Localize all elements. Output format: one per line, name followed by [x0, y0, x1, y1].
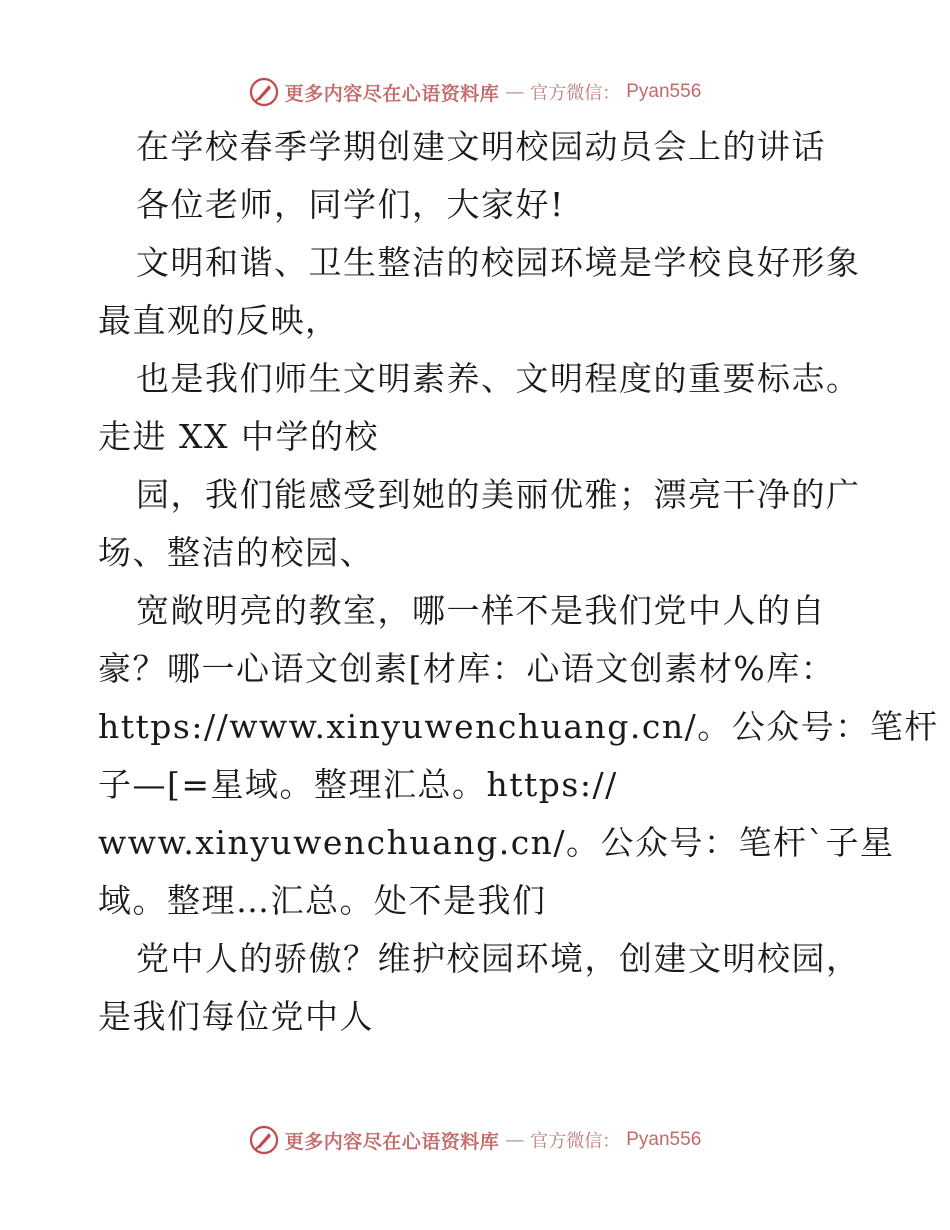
footer-banner	[0, 1120, 950, 1160]
text-line: 党中人的骄傲？维护校园环境，创建文明校园，	[136, 939, 861, 978]
banner-wechat-id: Pyan556	[626, 1129, 702, 1150]
banner-separator: —	[505, 81, 525, 103]
greeting-line: 各位老师，同学们，大家好!	[136, 185, 565, 224]
text-line: 是我们每位党中人	[98, 997, 374, 1036]
text-line: 宽敞明亮的教室，哪一样不是我们党中人的自	[136, 591, 826, 630]
banner-separator: —	[505, 1129, 525, 1151]
text-line: 文明和谐、卫生整洁的校园环境是学校良好形象	[136, 243, 861, 282]
banner-official-label: 官方微信：	[530, 1131, 621, 1152]
text-line: 场、整洁的校园、	[98, 533, 374, 572]
text-line: www.xinyuwenchuang.cn/。公众号：笔杆`子星	[98, 823, 895, 862]
text-line: 园，我们能感受到她的美丽优雅；漂亮干净的广	[136, 475, 861, 514]
text-line: 域。整理…汇总。处不是我们	[98, 881, 547, 920]
text-line: 子—[=星域。整理汇总。https://	[98, 765, 618, 804]
text-line: 最直观的反映，	[98, 301, 340, 340]
text-line: 走进 XX 中学的校	[98, 417, 379, 456]
document-body	[98, 118, 939, 1046]
header-banner	[0, 72, 950, 112]
text-line: 也是我们师生文明素养、文明程度的重要标志。	[136, 359, 861, 398]
text-line: 豪？哪一心语文创素[材库：心语文创素材%库：	[98, 649, 836, 688]
banner-site-text: 更多内容尽在心语资料库	[284, 82, 500, 105]
banner-official-label: 官方微信：	[530, 83, 621, 104]
quill-logo-icon	[249, 1125, 279, 1155]
text-line: https://www.xinyuwenchuang.cn/。公众号：笔杆	[98, 707, 939, 746]
banner-wechat-id: Pyan556	[626, 81, 702, 102]
banner-site-text: 更多内容尽在心语资料库	[284, 1130, 500, 1153]
document-title: 在学校春季学期创建文明校园动员会上的讲话	[136, 127, 826, 166]
quill-logo-icon	[249, 77, 279, 107]
